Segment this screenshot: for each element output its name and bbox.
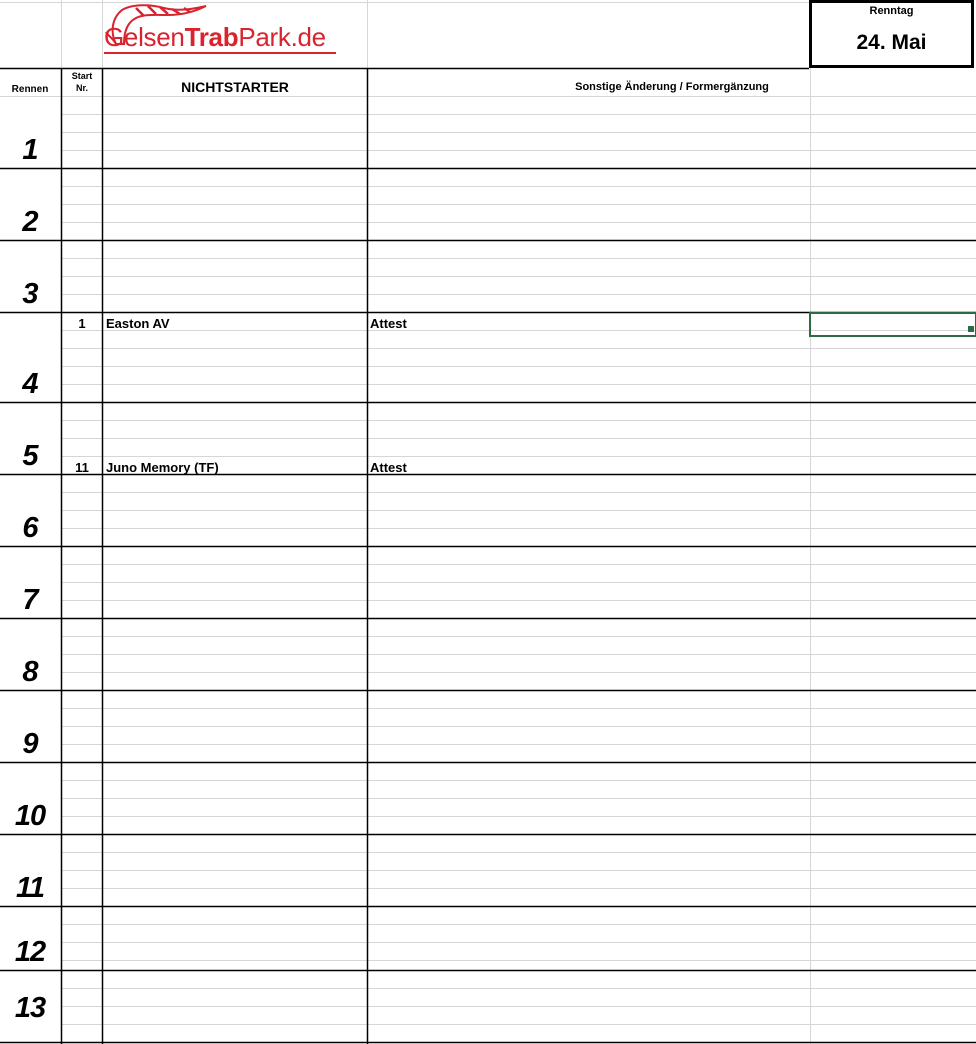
entry-race5-note[interactable]: Attest <box>370 460 407 475</box>
entry-race5-horse[interactable]: Juno Memory (TF) <box>106 460 219 475</box>
fill-handle[interactable] <box>968 326 974 332</box>
race-number-6: 6 <box>22 512 38 544</box>
header-start-line1: Start <box>71 71 93 81</box>
race-number-3: 3 <box>22 278 38 310</box>
race-number-9: 9 <box>22 728 38 760</box>
race-number-11: 11 <box>15 872 45 904</box>
race-number-5: 5 <box>22 440 38 472</box>
entry-race4-note[interactable]: Attest <box>370 316 407 331</box>
race-number-4: 4 <box>22 368 38 400</box>
race-number-10: 10 <box>14 800 46 832</box>
logo-text: GelsenTrabPark.de <box>104 22 326 52</box>
gelsentrabpark-logo <box>100 2 350 58</box>
race-number-13: 13 <box>14 992 46 1024</box>
entry-race4-start-nr[interactable]: 1 <box>78 316 86 331</box>
race-number-8: 8 <box>22 656 38 688</box>
renntag-box <box>809 0 974 68</box>
entry-race5-start-nr[interactable]: 11 <box>75 460 89 475</box>
header-start-line2: Nr. <box>75 83 88 93</box>
entry-race4-horse[interactable]: Easton AV <box>106 316 170 331</box>
logo-underline <box>104 52 336 54</box>
race-number-12: 12 <box>14 936 46 968</box>
race-number-1: 1 <box>22 134 38 166</box>
race-number-2: 2 <box>22 206 38 238</box>
header-rennen: Rennen <box>11 84 49 95</box>
header-sonstige: Sonstige Änderung / Formergänzung <box>575 81 769 93</box>
race-number-7: 7 <box>22 584 38 616</box>
renntag-label: Renntag <box>869 5 914 17</box>
selected-cell[interactable] <box>809 312 976 337</box>
header-nichtstarter: NICHTSTARTER <box>181 79 289 95</box>
renntag-date: 24. Mai <box>856 31 927 54</box>
